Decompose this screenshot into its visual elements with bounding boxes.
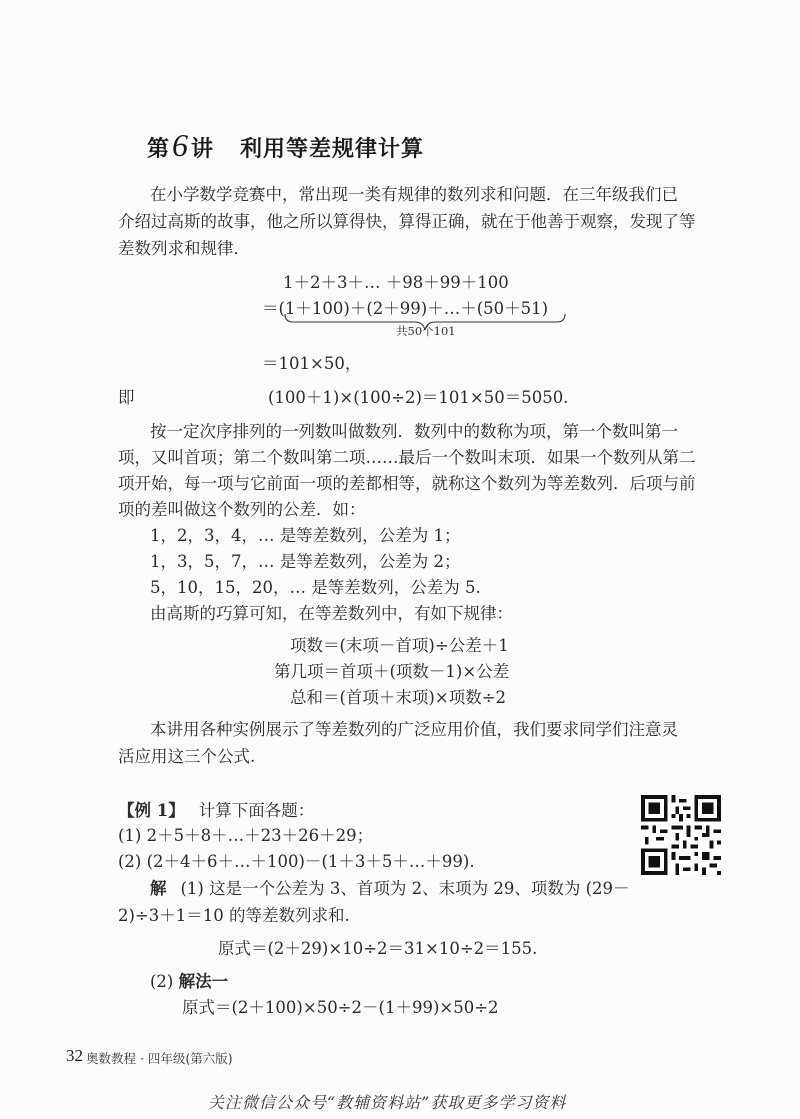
solution-1-text: (1) 这是一个公差为 3、首项为 2、末项为 29、项数为 (29－: [180, 879, 630, 898]
solution-2-line-1: 原式＝(2＋100)×50÷2－(1＋99)×50÷2: [182, 998, 499, 1017]
solution-1-line-1: [150, 875, 630, 899]
solution-1-line-2: 2)÷3＋1＝10 的等差数列求和.: [118, 906, 350, 925]
definition-line-3: 项开始，每一项与它前面一项的差都相等，就称这个数列为等差数列．后项与前: [118, 474, 696, 493]
ji-label: 即: [118, 388, 135, 407]
intro-line-3: 差数列求和规律．: [118, 239, 250, 258]
formula-sum: 总和＝(首项＋末项)×项数÷2: [290, 688, 507, 707]
gauss-eq-3: ＝101×50，: [262, 354, 362, 373]
solution-label: 解: [150, 879, 167, 898]
book-title: 奥数教程 · 四年级(第六版): [86, 1051, 233, 1066]
intro-line-2: 介绍过高斯的故事，他之所以算得快，算得正确，就在于他善于观察，发现了等: [118, 212, 696, 231]
example-1-question-1: (1) 2＋5＋8＋…＋23＋26＋29；: [118, 826, 374, 845]
definition-line-4: 项的差叫做这个数列的公差．如：: [118, 500, 366, 519]
closing-line-2: 活应用这三个公式.: [118, 747, 256, 766]
sequence-example-3: 5，10，15，20，… 是等差数列，公差为 5.: [150, 578, 481, 597]
page-number: 32: [66, 1046, 83, 1065]
formula-nth-term: 第几项＝首项＋(项数－1)×公差: [274, 662, 510, 681]
qr-code[interactable]: [641, 795, 721, 875]
sequence-example-2: 1，3，5，7，… 是等差数列，公差为 2；: [150, 552, 461, 571]
example-1-label: 【例 1】: [118, 801, 185, 820]
definition-line-2: 项，又叫首项；第二个数叫第二项……最后一个数叫末项．如果一个数列从第二: [118, 448, 696, 467]
example-1-question-2: (2) (2＋4＋6＋…＋100)－(1＋3＋5＋…＋99).: [118, 852, 475, 871]
title-number: 6: [172, 127, 190, 163]
definition-line-1: 按一定次序排列的一列数叫做数列．数列中的数称为项，第一个数叫第一: [150, 422, 678, 441]
formula-term-count: 项数＝(末项－首项)÷公差＋1: [290, 636, 509, 655]
gauss-eq-1: 1＋2＋3＋… ＋98＋99＋100: [283, 273, 509, 292]
gauss-eq-2: ＝(1＋100)＋(2＋99)＋…＋(50＋51): [262, 299, 549, 318]
title-text: 利用等差规律计算: [240, 136, 425, 162]
sequence-example-1: 1，2，3，4，… 是等差数列，公差为 1；: [150, 526, 461, 545]
rule-intro: 由高斯的巧算可知，在等差数列中，有如下规律：: [150, 604, 513, 623]
closing-line-1: 本讲用各种实例展示了等差数列的广泛应用价值，我们要求同学们注意灵: [150, 720, 678, 739]
example-1-heading: [118, 797, 314, 821]
method-1-label: 解法一: [178, 972, 229, 991]
lecture-title: [147, 127, 424, 164]
example-1-prompt: 计算下面各题：: [198, 801, 315, 820]
solution-2-part: (2): [150, 972, 174, 991]
solution-1-result: 原式＝(2＋29)×10÷2＝31×10÷2＝155.: [218, 939, 538, 958]
footer-note: 关注微信公众号“教辅资料站”获取更多学习资料: [208, 1093, 567, 1112]
title-prefix: 第: [147, 136, 171, 162]
gauss-eq-4: (100＋1)×(100÷2)＝101×50＝5050.: [268, 388, 569, 407]
solution-2-heading: [150, 968, 228, 992]
underbrace-label: 共50个101: [396, 324, 456, 338]
title-suffix: 讲: [191, 136, 215, 162]
intro-line-1: 在小学数学竞赛中，常出现一类有规律的数列求和问题．在三年级我们已: [150, 185, 678, 204]
